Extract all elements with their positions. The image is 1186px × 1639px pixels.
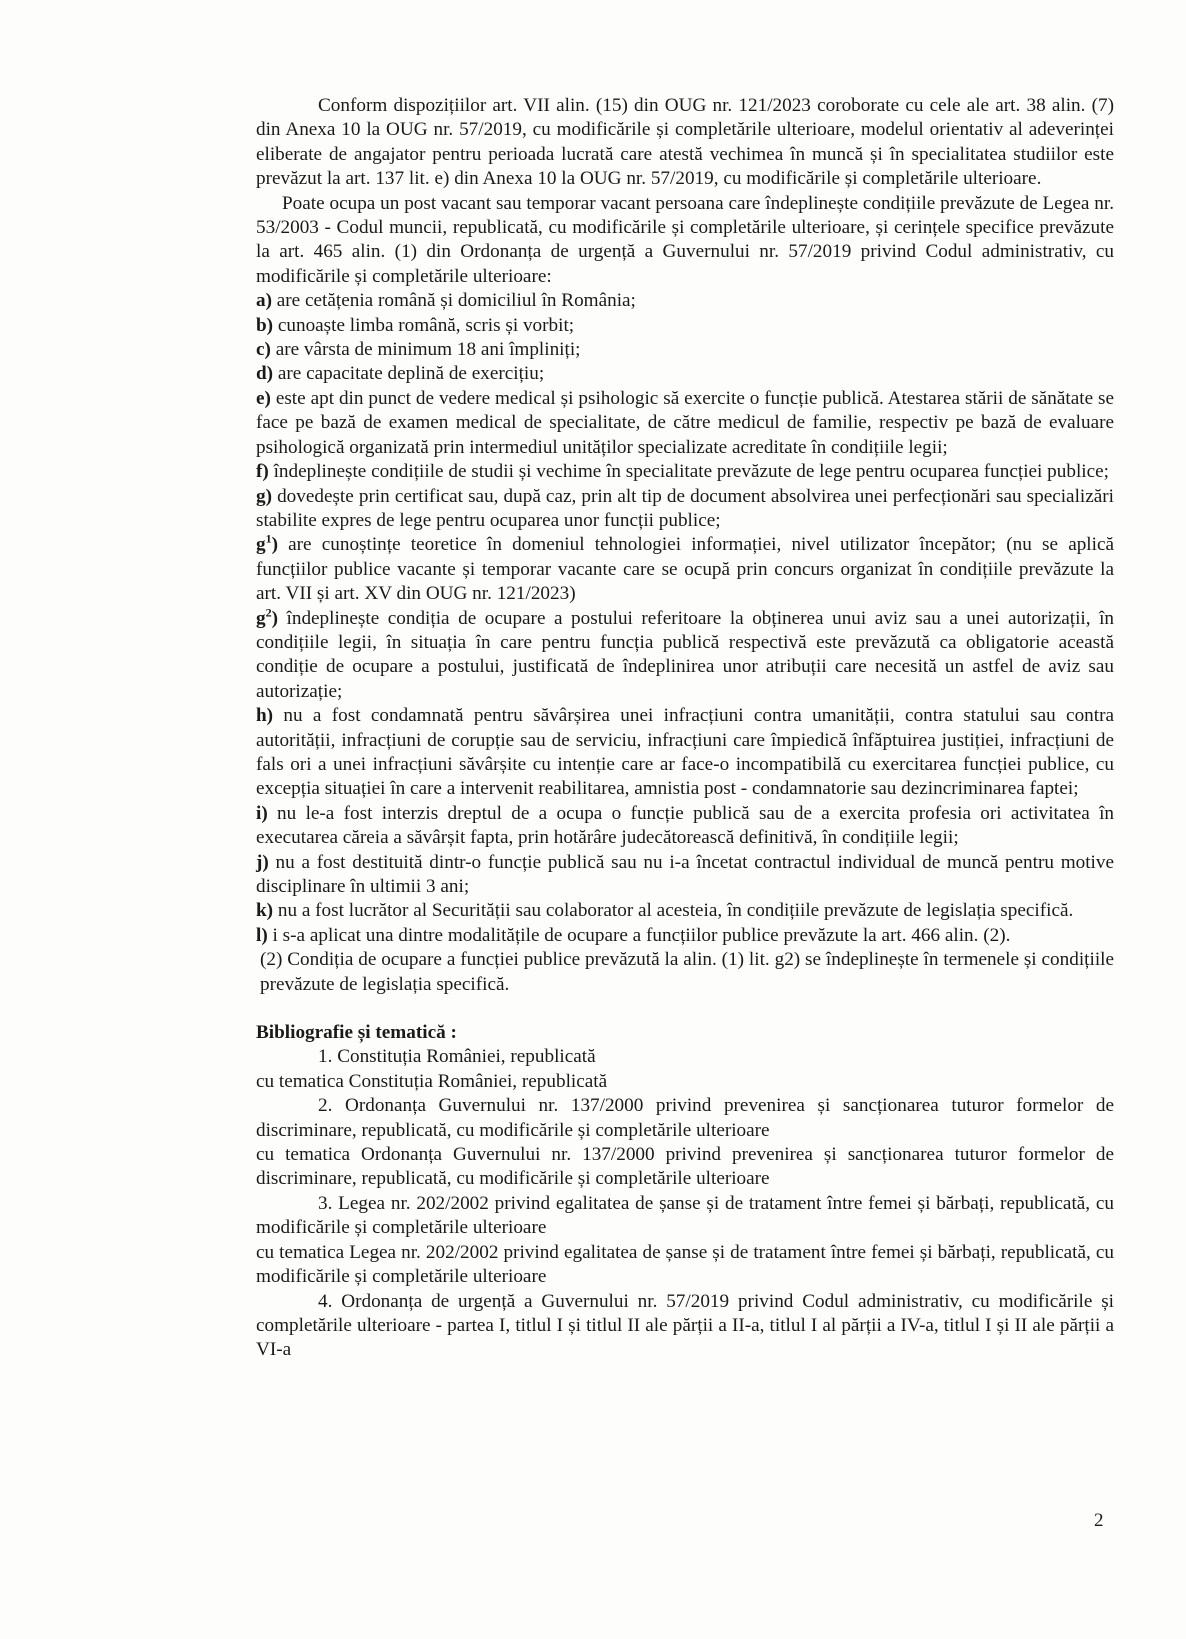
condition-label: f) bbox=[256, 461, 269, 483]
condition-text: nu a fost condamnată pentru săvârșirea unei infracțiuni contra umanității, contra statului sau contra autorității, infracțiuni de corupție sau de serviciu, infracțiuni care împiedică înfăptuirea justiției, infracțiuni de fals ori a unei infracțiuni săvârșite cu intenție care ar face-o incompatibilă cu exercitarea funcției publice, cu excepția situației în care a intervenit reabilitarea, amnistia post - condamnatorie sau dezincriminarea faptei; bbox=[256, 705, 1114, 800]
condition-text: cunoaște limba română, scris și vorbit; bbox=[273, 314, 575, 336]
condition-text: este apt din punct de vedere medical și psihologic să exercite o funcție publică. Atestarea stării de sănătate se face pe bază de examen medical de specialitate, de către medicul de familie, respectiv pe bază de evaluare psihologică organizată prin intermediul unităților specializate acreditate în condițiile legii; bbox=[256, 387, 1114, 458]
condition-label: c) bbox=[256, 339, 271, 361]
condition-item bbox=[256, 607, 1114, 705]
bibliography-item-title: 3. Legea nr. 202/2002 privind egalitatea de șanse și de tratament între femei și bărbați, republicată, cu modificările și completările ulterioare bbox=[256, 1192, 1114, 1239]
condition-item bbox=[256, 851, 1114, 900]
bibliography-item-title: 1. Constituția României, republicată bbox=[318, 1046, 596, 1068]
condition-text: îndeplinește condițiile de studii și vechime în specialitate prevăzute de lege pentru ocuparea funcției publice; bbox=[268, 461, 1109, 483]
bibliography-item-title: 2. Ordonanța Guvernului nr. 137/2000 privind prevenirea și sancționarea tuturor formelor de discriminare, republicată, cu modificările și completările ulterioare bbox=[256, 1095, 1114, 1141]
condition-label: b) bbox=[256, 314, 274, 336]
condition-label: a) bbox=[256, 290, 272, 312]
bibliography-section bbox=[256, 1021, 1114, 1363]
condition-label: h) bbox=[256, 705, 274, 727]
alin-2-paragraph: (2) Condiția de ocupare a funcției publice prevăzută la alin. (1) lit. g2) se îndeplinește în termenele și condițiile prevăzute de legislația specifică. bbox=[260, 949, 1114, 995]
condition-label: l) bbox=[256, 924, 268, 946]
bibliography-item-title: 4. Ordonanța de urgență a Guvernului nr. 57/2019 privind Codul administrativ, cu modificările și completările ulterioare - partea I, titlul I și titlul II ale părții a II-a, titlul I al părții a IV-a, titlul I și II ale părții a VI-a bbox=[256, 1290, 1114, 1361]
condition-label: k) bbox=[256, 900, 274, 922]
condition-text: nu a fost destituită dintr-o funcție publică sau nu i-a încetat contractul individual de muncă pentru motive disciplinare în ultimii 3 ani; bbox=[256, 851, 1114, 897]
condition-label: e) bbox=[256, 387, 271, 409]
condition-label: g bbox=[256, 534, 266, 556]
page-number: 2 bbox=[1094, 1510, 1104, 1531]
bibliography-item-tematica: cu tematica Legea nr. 202/2002 privind egalitatea de șanse și de tratament între femei și bărbați, republicată, cu modificările și completările ulterioare bbox=[256, 1241, 1114, 1288]
condition-label-superscript: 1 bbox=[265, 531, 272, 546]
condition-label: d) bbox=[256, 363, 274, 385]
condition-label: g) bbox=[256, 485, 272, 507]
bibliography-item-tematica: cu tematica Ordonanța Guvernului nr. 137/2000 privind prevenirea și sancționarea tuturor formelor de discriminare, republicată, cu modificările și completările ulterioare bbox=[256, 1144, 1114, 1190]
condition-item bbox=[256, 314, 1114, 338]
condition-label: j) bbox=[256, 851, 269, 873]
intro-paragraph-1: Conform dispozițiilor art. VII alin. (15) din OUG nr. 121/2023 coroborate cu cele ale art. 38 alin. (7) din Anexa 10 la OUG nr. 57/2019, cu modificările și completările ulterioare, modelul orientativ al adeverinței eliberate de angajator pentru perioada lucrată care atestă vechimea în muncă și în specialitatea studiilor este prevăzut la art. 137 lit. e) din Anexa 10 la OUG nr. 57/2019, cu modificările și completările ulterioare. bbox=[256, 95, 1114, 190]
page-content bbox=[256, 94, 1114, 1363]
condition-item bbox=[256, 704, 1114, 802]
condition-text: îndeplinește condiția de ocupare a postului referitoare la obținerea unui aviz sau a unei autorizații, în condițiile legii, în situația în care pentru funcția publică respectivă este prevăzută ca obligatorie această condiție de ocupare a postului, justificată de îndeplinirea unor atribuții care necesită un astfel de aviz sau autorizație; bbox=[256, 607, 1114, 702]
condition-text: are vârsta de minimum 18 ani împliniți; bbox=[270, 339, 581, 361]
condition-item bbox=[256, 485, 1114, 534]
condition-item bbox=[256, 899, 1114, 923]
condition-text: i s-a aplicat una dintre modalitățile de ocupare a funcțiilor publice prevăzute la art. 466 alin. (2). bbox=[267, 924, 1011, 946]
condition-item bbox=[256, 533, 1114, 606]
condition-item bbox=[256, 338, 1114, 362]
conditions-list bbox=[256, 289, 1114, 948]
bibliography-heading: Bibliografie și tematică : bbox=[256, 1022, 457, 1044]
condition-item bbox=[256, 362, 1114, 386]
condition-text: are cetățenia română și domiciliul în România; bbox=[271, 290, 636, 312]
condition-label: i) bbox=[256, 802, 268, 824]
bibliography-item-tematica: cu tematica Constituția României, republicată bbox=[256, 1070, 608, 1092]
intro-paragraph-2: Poate ocupa un post vacant sau temporar vacant persoana care îndeplinește condițiile prevăzute de Legea nr. 53/2003 - Codul muncii, republicată, cu modificările și completările ulterioare, și cerințele specifice prevăzute la art. 465 alin. (1) din Ordonanța de urgență a Guvernului nr. 57/2019 privind Codul administrativ, cu modificările și completările ulterioare: bbox=[256, 192, 1114, 287]
condition-item bbox=[256, 289, 1114, 313]
condition-item bbox=[256, 460, 1114, 484]
condition-item bbox=[256, 802, 1114, 851]
condition-text: are cunoștințe teoretice în domeniul tehnologiei informației, nivel utilizator începător; (nu se aplică funcțiilor publice vacante și temporar vacante care se ocupă prin concurs organizat în condițiile prevăzute la art. VII și art. XV din OUG nr. 121/2023) bbox=[256, 534, 1114, 605]
condition-text: nu le-a fost interzis dreptul de a ocupa o funcție publică sau de a exercita profesia ori activitatea în executarea căreia a săvârșit fapta, prin hotărâre judecătorească definitivă, în condițiile legii; bbox=[256, 802, 1114, 849]
condition-label-end: ) bbox=[271, 607, 278, 629]
condition-label-superscript: 2 bbox=[265, 605, 272, 620]
condition-label-end: ) bbox=[271, 534, 278, 556]
condition-text: dovedește prin certificat sau, după caz, prin alt tip de document absolvirea unei perfecționări sau specializări stabilite expres de lege pentru ocuparea unor funcții publice; bbox=[256, 485, 1114, 531]
condition-text: are capacitate deplină de exercițiu; bbox=[273, 363, 545, 385]
condition-item bbox=[256, 387, 1114, 460]
condition-label: g bbox=[256, 607, 266, 629]
condition-text: nu a fost lucrător al Securității sau colaborator al acesteia, în condițiile prevăzute de legislația specifică. bbox=[273, 900, 1074, 922]
condition-item bbox=[256, 924, 1114, 948]
